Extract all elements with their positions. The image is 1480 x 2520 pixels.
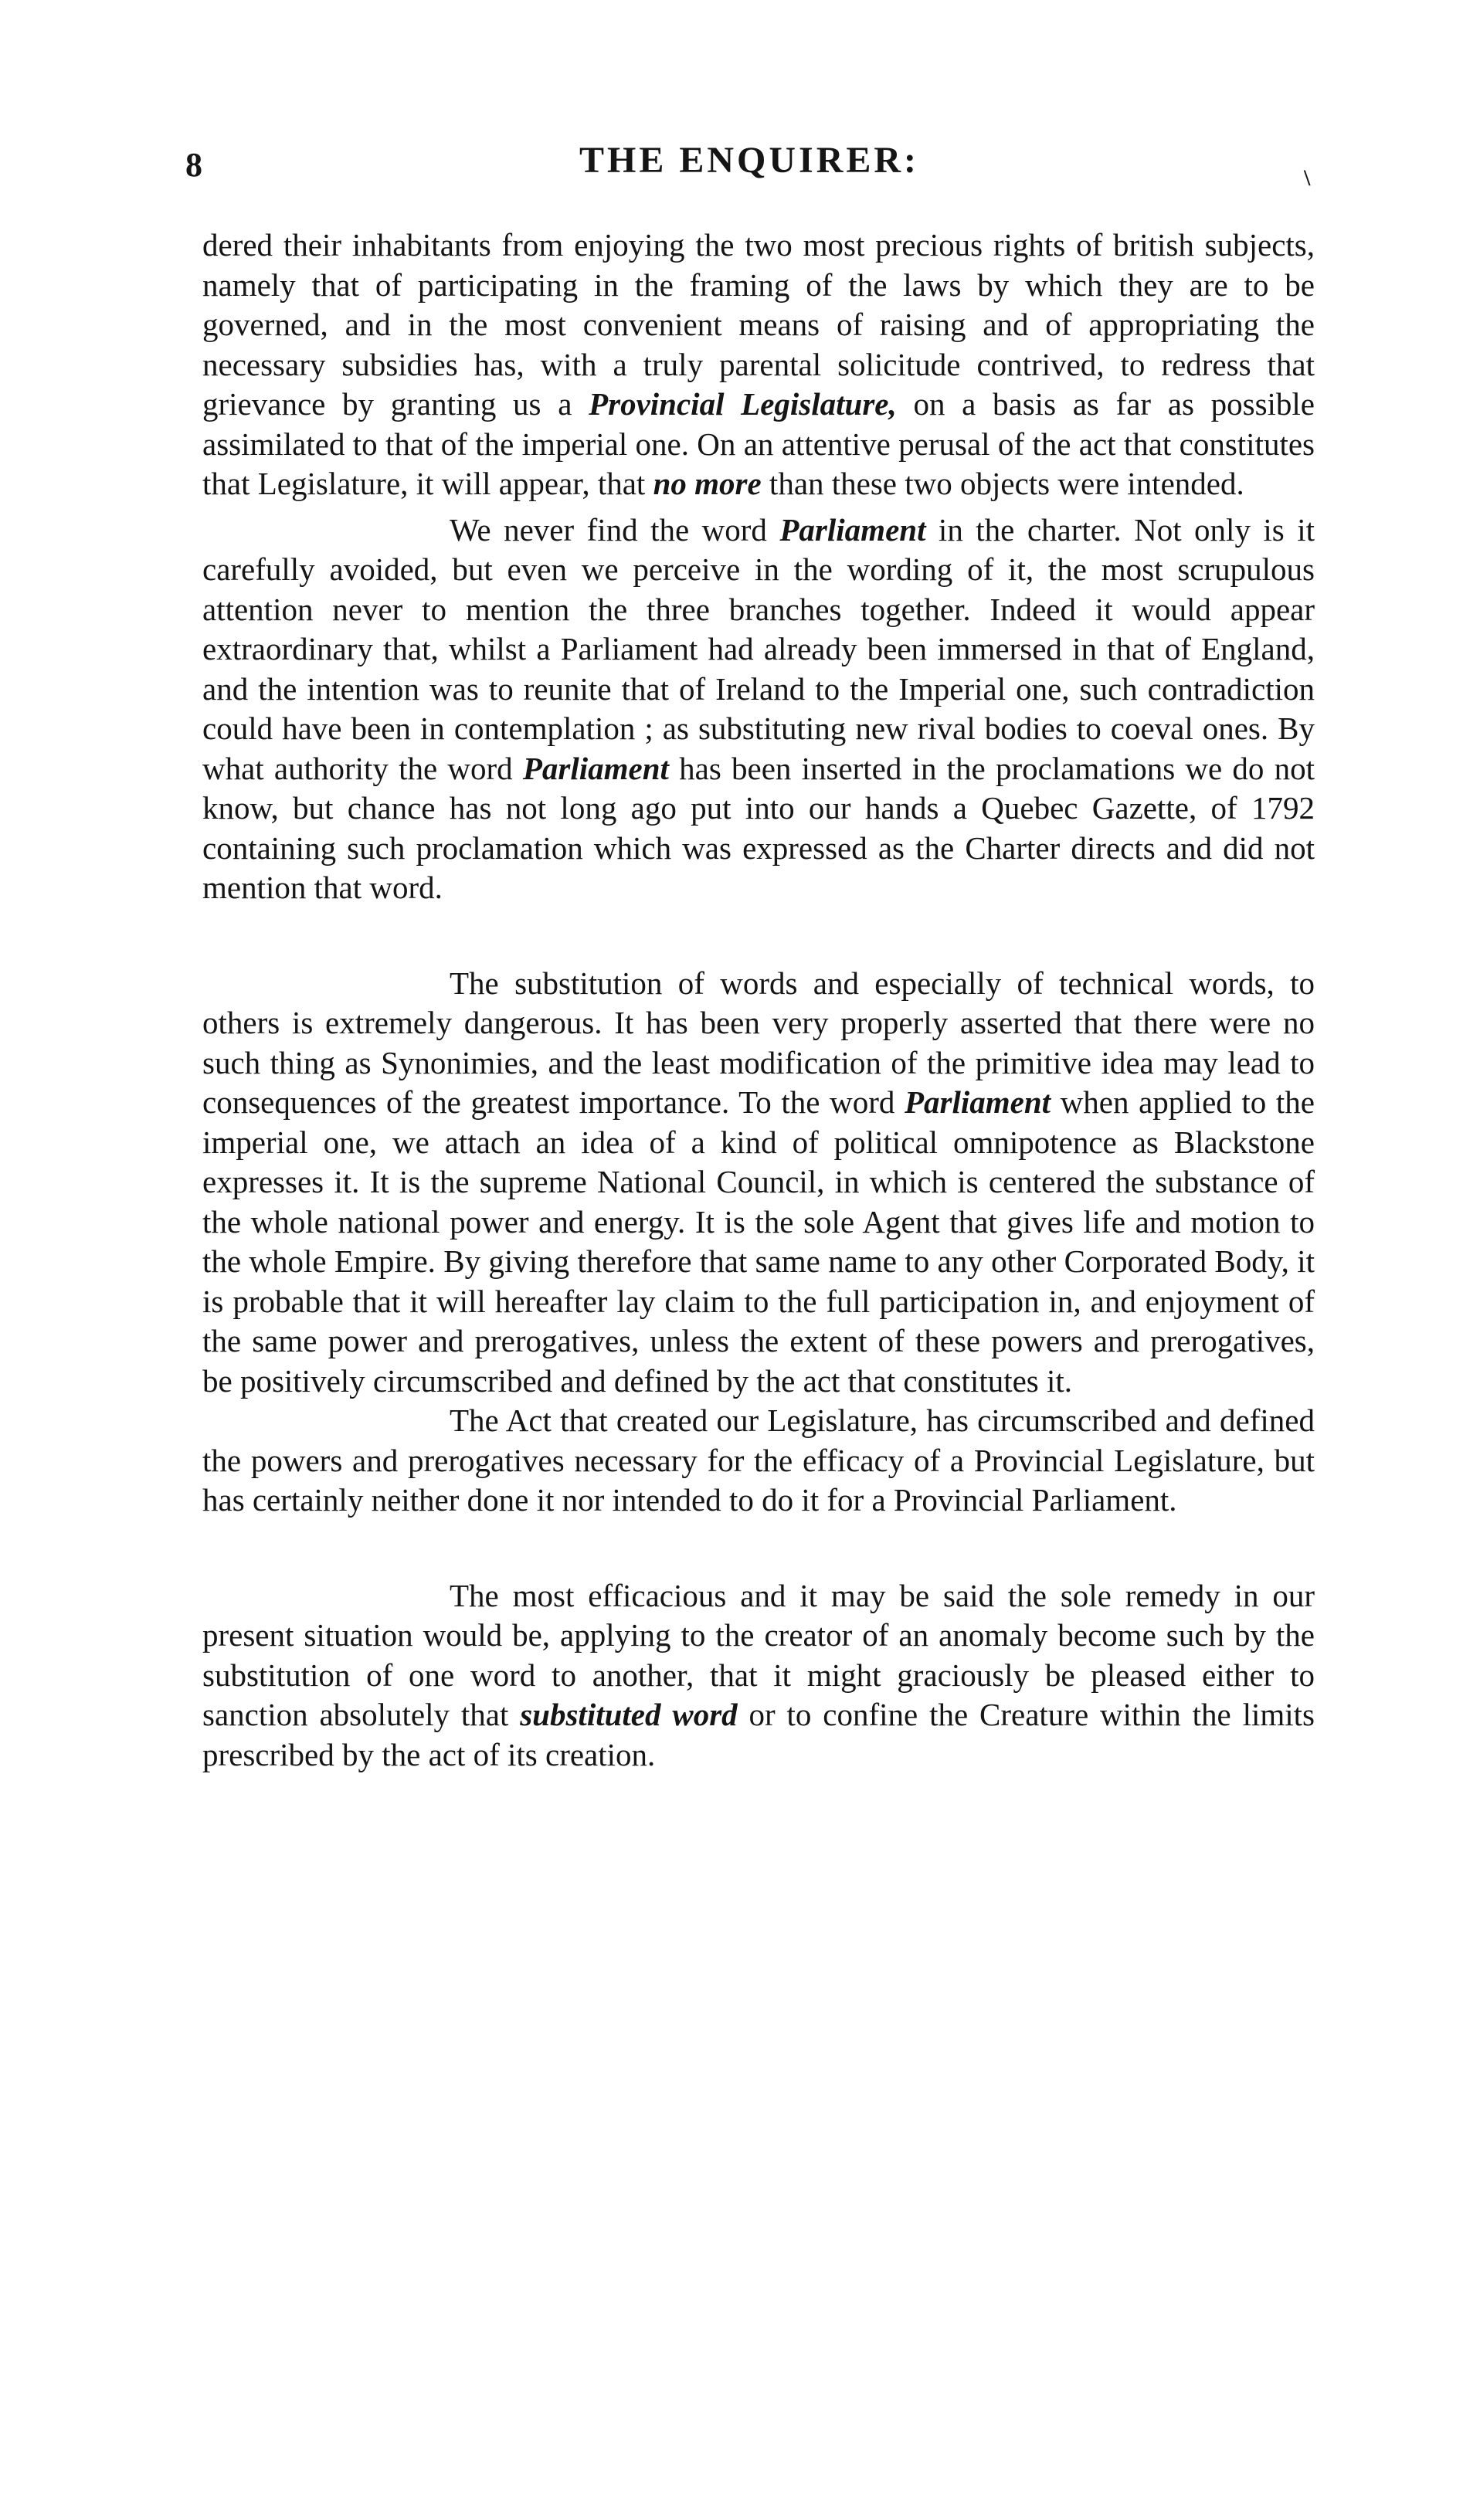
paragraph-3: [202, 964, 1315, 1402]
paragraph-5: [202, 1576, 1315, 1776]
paragraph-text: The most efficacious and it may be said the sole remedy in our present situation would be, applying to the creator of an anomaly become such by the substitution of one word to another, that it might graciously be pleased either to sanction absolutely that: [202, 1577, 1315, 1732]
paragraph-text: The substitution of words and especially of technical words, to others is extremely dangerous. It has been very properly asserted that there were no such thing as Synonimies, and the least modification of the primitive idea may lead to consequences of the greatest importance. To the word: [202, 965, 1315, 1120]
italic-phrase: no more: [653, 466, 762, 501]
italic-phrase: Parliament: [779, 511, 926, 548]
paragraph-text: when applied to the imperial one, we attach an idea of a kind of political omnipotence as Blackstone expresses it. It is the supreme National Council, in which is centered the substance of the whole national power and energy. It is the sole Agent that gives life and motion to the whole Empire. By giving therefore that same name to any other Corporated Body, it is probable that it will hereafter lay claim to the full participation in, and enjoyment of the same power and prerogatives, unless the extent of these powers and prerogatives, be positively circumscribed and defined by the act that constitutes it.: [202, 1084, 1315, 1399]
italic-phrase: substituted word: [520, 1697, 738, 1732]
paragraph-text: on a basis as far as possible assimilated to that of the imperial one. On an attentive perusal of the act that constitutes that Legislature, it will appear, that: [202, 386, 1315, 501]
italic-phrase: Parliament: [522, 750, 669, 786]
paragraph-text: or to confine the Creature within the limits prescribed by the act of its creation.: [202, 1697, 1315, 1772]
running-head: THE ENQUIRER:: [579, 140, 920, 181]
stray-mark: \: [1304, 165, 1311, 191]
paragraph-4: The Act that created our Legislature, has circumscribed and defined the powers and prerogatives necessary for the efficacy of a Provincial Legislature, but has certainly neither done it nor intended to do it for a Provincial Parliament.: [202, 1402, 1315, 1518]
body-text: [202, 226, 1315, 1775]
paragraph-text: dered their inhabitants from enjoying the two most precious rights of british subjects, namely that of participating in the framing of the laws by which they are to be governed, and in the most convenient means of raising and of appropriating the necessary subsidies has, with a truly parental solicitude contrived, to redress that grievance by granting us a: [202, 227, 1315, 422]
italic-phrase: Parliament: [905, 1084, 1051, 1120]
paragraph-text: than these two objects were intended.: [761, 466, 1244, 501]
paragraph-1: [202, 226, 1315, 504]
page-header: [178, 139, 1321, 193]
page-number: 8: [185, 146, 202, 184]
paragraph-2: [202, 510, 1315, 908]
paragraph-text: We never find the word: [450, 511, 780, 548]
paragraph-text: in the charter. Not only is it carefully avoided, but even we perceive in the wording of it, the most scrupulous attention never to mention the three branches together. Indeed it would appear extraordinary that, whilst a Parliament had already been immersed in that of England, and the intention was to reunite that of Ireland to the Imperial one, such contradiction could have been in contemplation ; as substituting new rival bodies to coeval ones. By what authority the word: [202, 511, 1315, 786]
italic-phrase: Provincial Legislature,: [589, 386, 897, 422]
paragraph-text: has been inserted in the proclamations we do not know, but chance has not long ago put into our hands a Quebec Gazette, of 1792 containing such proclamation which was expressed as the Charter directs and did not mention that word.: [202, 750, 1315, 905]
